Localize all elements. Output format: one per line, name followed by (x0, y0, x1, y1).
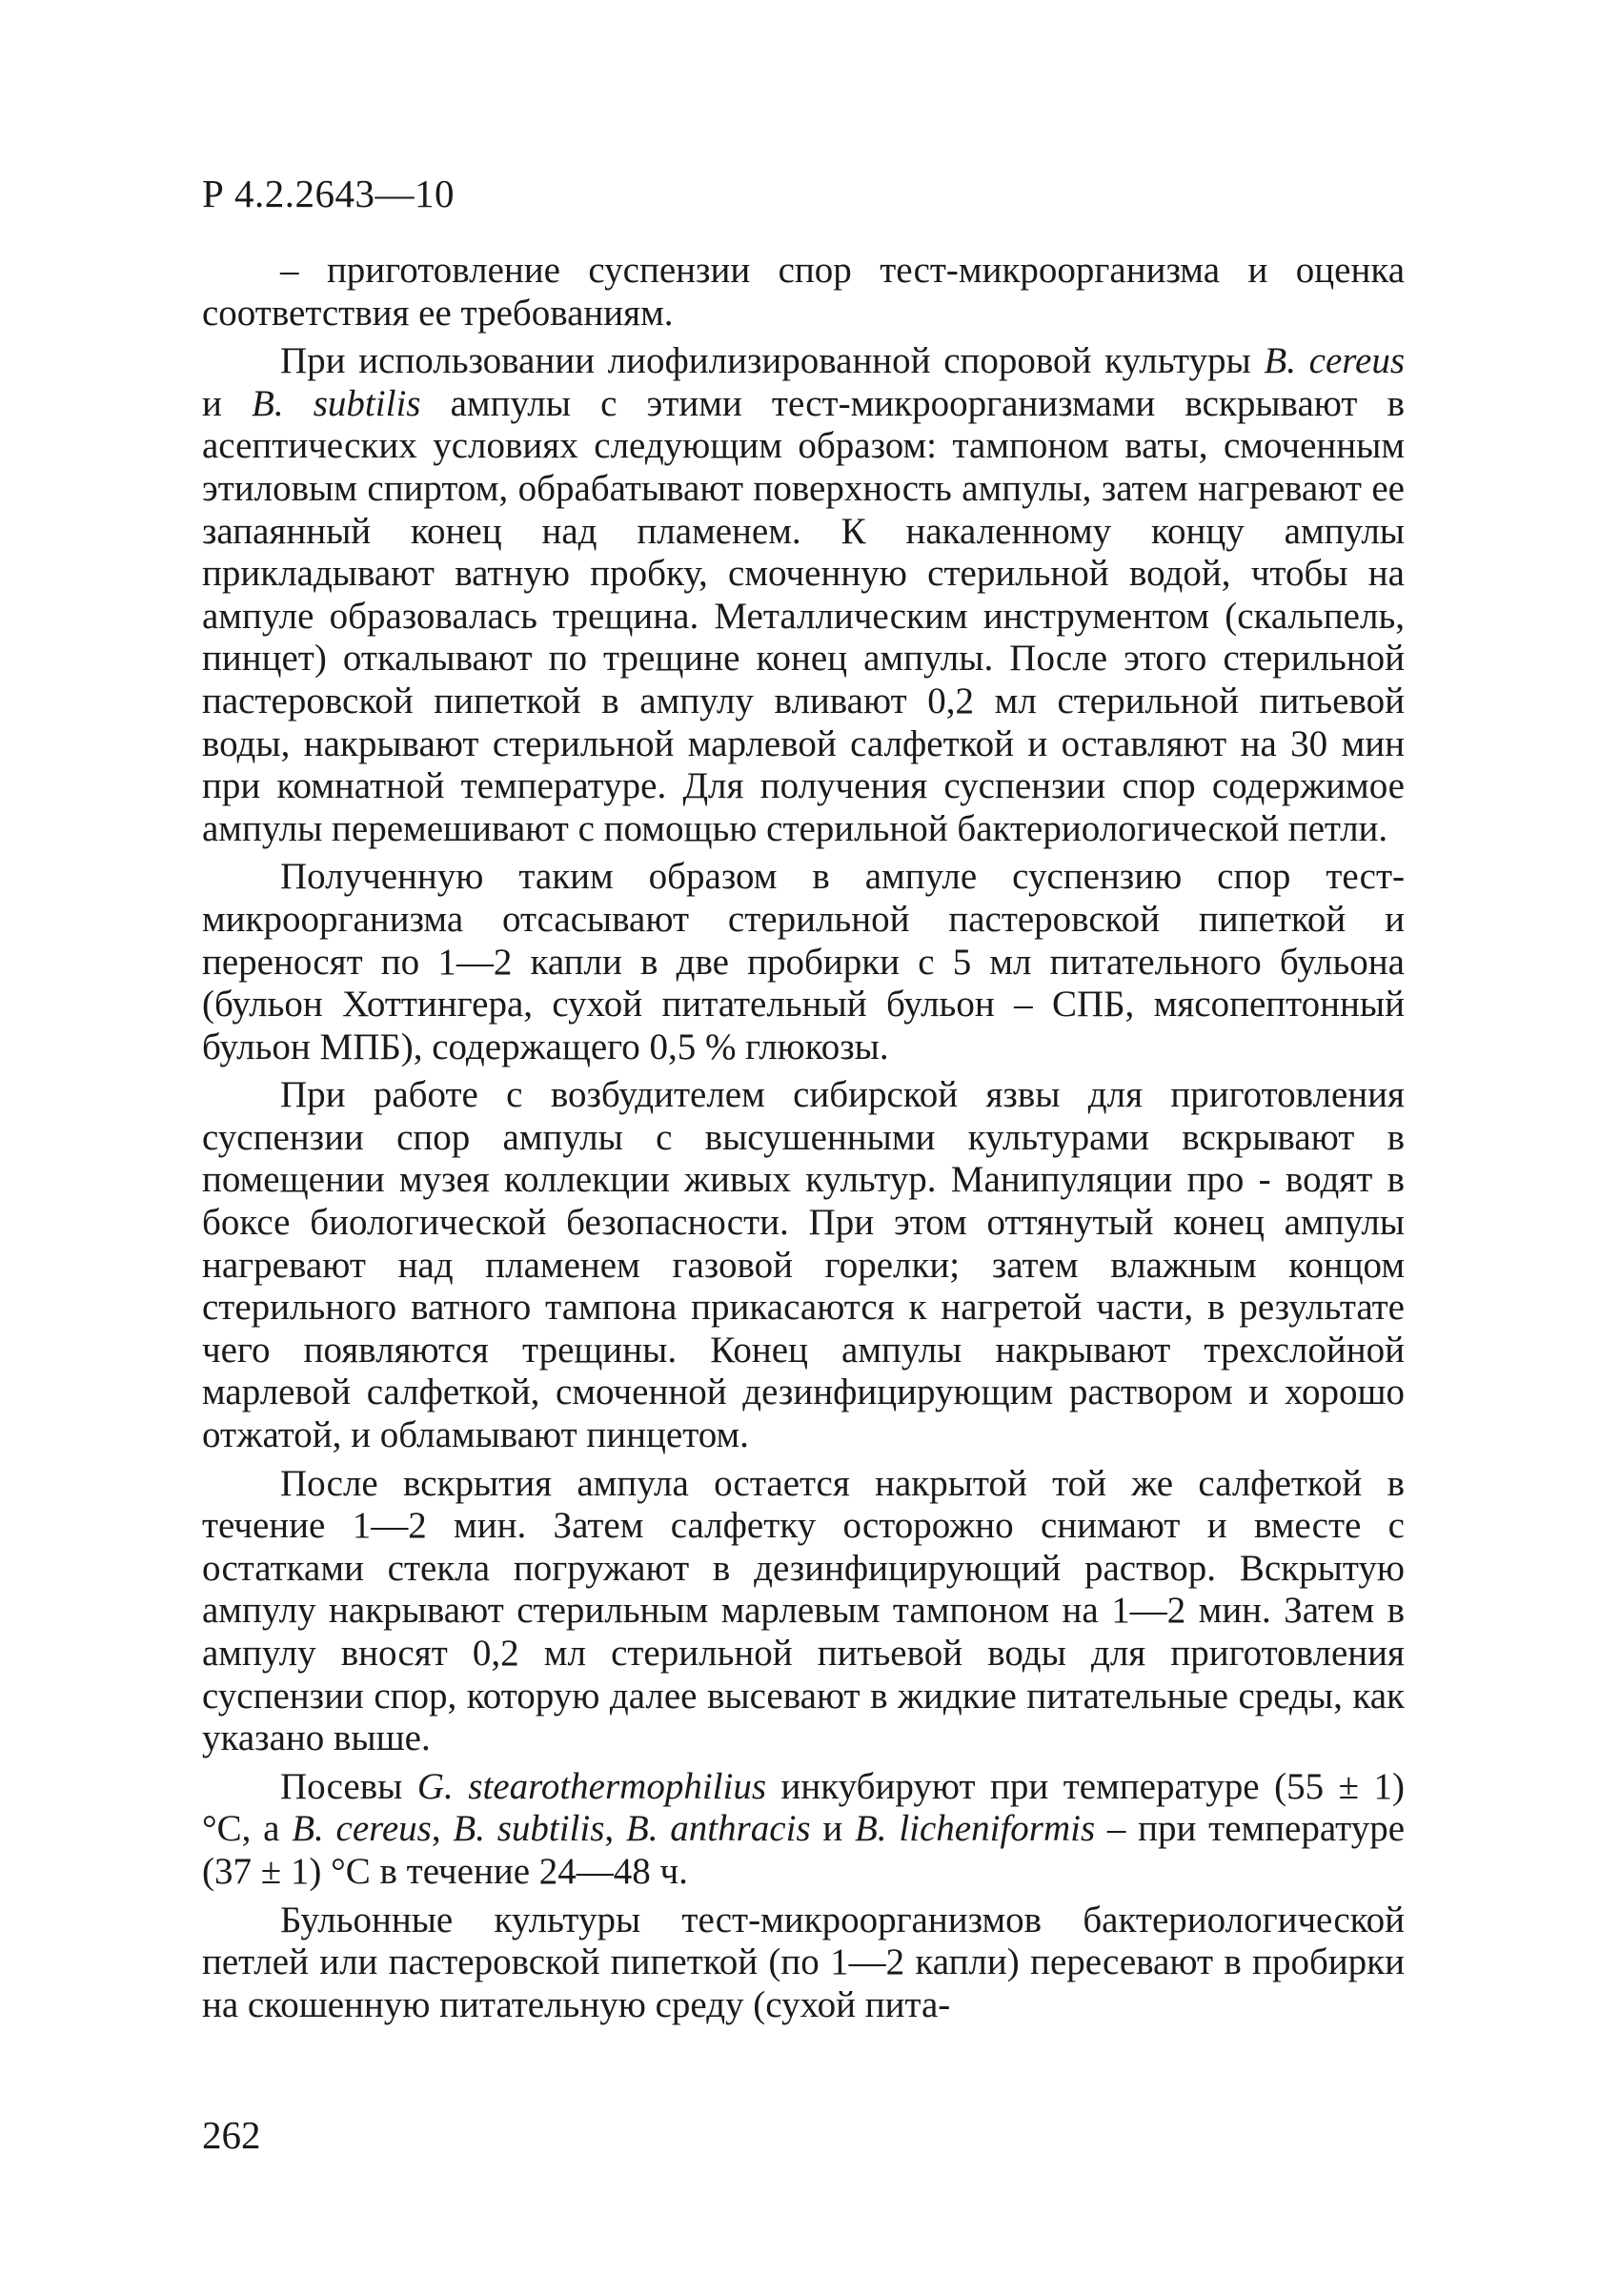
text-segment: Посевы (280, 1765, 417, 1807)
paragraph (202, 1074, 1405, 1456)
paragraph (202, 1463, 1405, 1760)
body-text (202, 250, 1405, 2032)
text-segment: При использовании лиофилизированной споровой культуры (280, 340, 1265, 382)
text-segment: Полученную таким образом в ампуле суспензию спор тест-микроорганизма отсасывают стерильной пастеровской пипеткой и переносят по 1—2 капли в две пробирки с 5 мл питательного бульона (бульон Хоттингера, сухой питательный бульон – СПБ, мясопептонный бульон МПБ), содержащего 0,5 % глюкозы. (202, 856, 1405, 1067)
paragraph (202, 856, 1405, 1068)
species-name: B. cereus (292, 1808, 432, 1850)
text-segment: ампулы с этими тест-микроорганизмами вскрывают в асептических условиях следующим образом: тампоном ваты, смоченным этиловым спиртом, обрабатывают поверхность ампулы, затем нагревают ее запаянный конец над пламенем. К накаленному концу ампулы прикладывают ватную пробку, смоченную стерильной водой, чтобы на ампуле образовалась трещина. Металлическим инструментом (скальпель, пинцет) откалывают по трещине конец ампулы. После этого стерильной пастеровской пипеткой в ампулу вливают 0,2 мл стерильной питьевой воды, накрывают стерильной марлевой салфеткой и оставляют на 30 мин при комнатной температуре. Для получения суспензии спор содержимое ампулы перемешивают с помощью стерильной бактериологической петли. (202, 382, 1405, 849)
text-segment: – при температуре (37 ± 1) °С в течение 24—48 ч. (202, 1808, 1406, 1892)
species-name: B. subtilis (453, 1808, 605, 1850)
text-segment: , (431, 1808, 454, 1850)
text-segment: После вскрытия ампула остается накрытой той же салфеткой в течение 1—2 мин. Затем салфетку осторожно снимают и вместе с остатками стекла погружают в дезинфицирующий раствор. Вскрытую ампулу накрывают стерильным марлевым тампоном на 1—2 мин. Затем в ампулу вносят 0,2 мл стерильной питьевой воды для приготовления суспензии спор, которую далее высевают в жидкие питательные среды, как указано выше. (202, 1462, 1405, 1759)
text-segment: Бульонные культуры тест-микроорганизмов бактериологической петлей или пастеровской пипеткой (по 1—2 капли) пересевают в пробирки на скошенную питательную среду (сухой пита- (202, 1899, 1405, 2025)
paragraph (202, 1900, 1405, 2027)
text-segment: и (202, 382, 253, 424)
species-name: G. stearothermophilius (416, 1765, 767, 1807)
text-segment: и (810, 1808, 855, 1850)
page-number: 262 (202, 2113, 261, 2157)
species-name: B. licheniformis (854, 1808, 1096, 1850)
species-name: B. anthracis (625, 1808, 811, 1850)
species-name: B. subtilis (252, 382, 421, 424)
text-segment: – приготовление суспензии спор тест-микроорганизма и оценка соответствия ее требованиям. (202, 250, 1405, 334)
text-segment: инкубируют при температуре (55 ± 1) °С, а (202, 1765, 1406, 1850)
species-name: B. cereus (1264, 340, 1405, 382)
paragraph (202, 250, 1405, 335)
document-code: Р 4.2.2643—10 (202, 172, 456, 215)
text-segment: , (604, 1808, 626, 1850)
text-segment: При работе с возбудителем сибирской язвы для приготовления суспензии спор ампулы с высушенными культурами вскрывают в помещении музея коллекции живых культур. Манипуляции про - водят в боксе биологической безопасности. При этом оттянутый конец ампулы нагревают над пламенем газовой горелки; затем влажным концом стерильного ватного тампона прикасаются к нагретой части, в результате чего появляются трещины. Конец ампулы накрывают трехслойной марлевой салфеткой, смоченной дезинфицирующим раствором и хорошо отжатой, и обламывают пинцетом. (202, 1074, 1405, 1456)
paragraph (202, 340, 1405, 850)
paragraph (202, 1766, 1405, 1894)
